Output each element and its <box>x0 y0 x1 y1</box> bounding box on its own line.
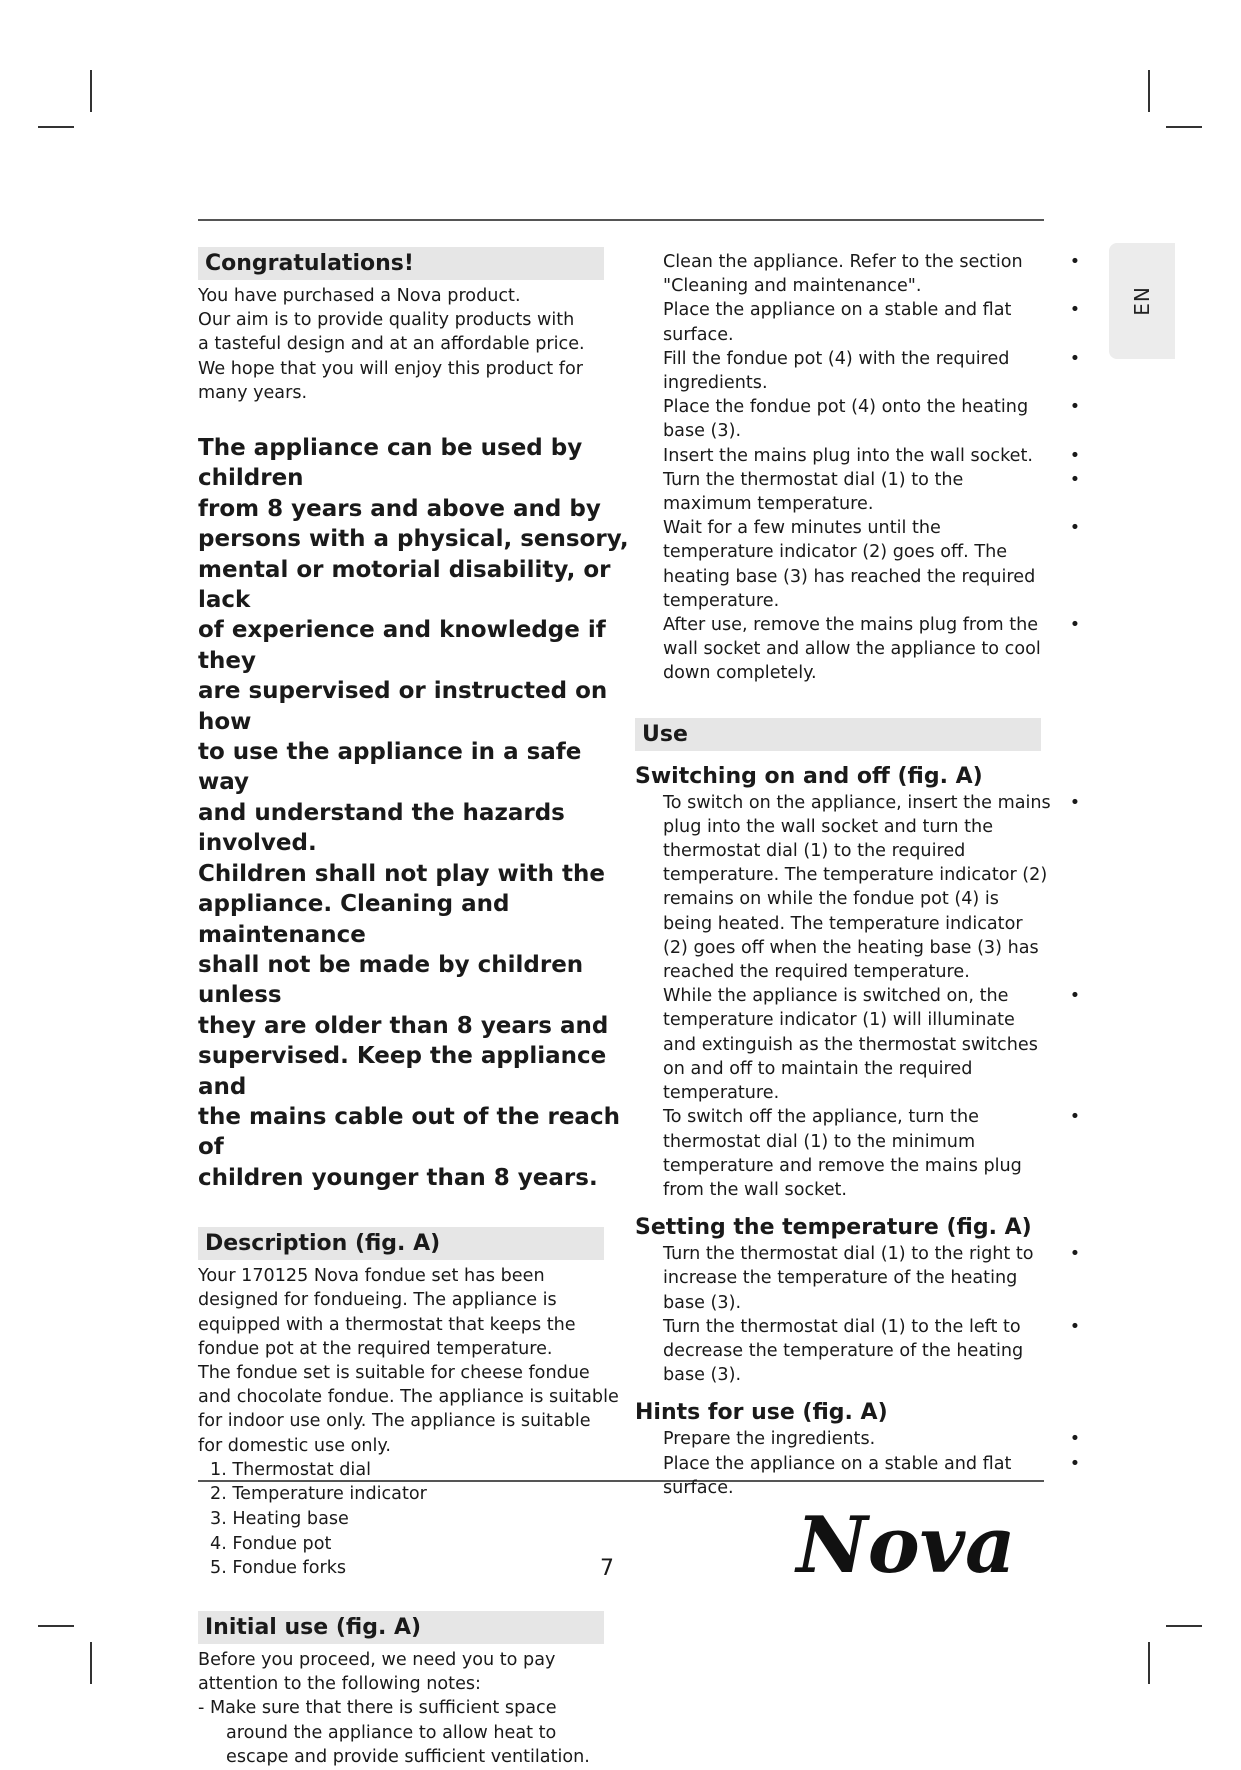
crop-mark <box>90 1642 92 1684</box>
text-line: You have purchased a Nova product. <box>198 286 521 306</box>
bullet-item <box>635 298 1087 346</box>
text-line: We hope that you will enjoy this product for <box>198 358 583 379</box>
warning-line: from 8 years and above and by <box>198 495 601 522</box>
bullet-text: Turn the thermostat dial (1) to the left to decrease the temperature of the heating base (3). <box>663 1316 1024 1386</box>
warning-line: The appliance can be used by children <box>198 435 583 492</box>
crop-mark <box>1166 126 1202 128</box>
bullet-icon: • <box>1069 986 1081 1007</box>
crop-mark <box>1166 1625 1202 1627</box>
use-heading: Use <box>635 718 1041 751</box>
switching-heading: Switching on and off (fig. A) <box>635 763 983 789</box>
warning-line: shall not be made by children unless <box>198 951 584 1009</box>
bullet-icon: • <box>1069 1429 1081 1450</box>
warning-line: and understand the hazards involved. <box>198 799 565 857</box>
nova-logo <box>766 1510 1046 1582</box>
bullet-item <box>635 613 1087 686</box>
bullet-item <box>635 984 1087 1105</box>
dash-list-item: - Make sure that there is sufficient space around the appliance to allow heat to escape and provide sufficient ventilation. <box>198 1698 590 1768</box>
crop-mark <box>38 1625 74 1627</box>
text-line: designed for fondueing. The appliance is <box>198 1290 557 1311</box>
congratulations-heading: Congratulations! <box>198 247 604 280</box>
text-line: for indoor use only. The appliance is suitable <box>198 1411 591 1432</box>
bullet-icon: • <box>1069 397 1081 418</box>
warning-line: of experience and knowledge if they <box>198 617 606 674</box>
text-line: Our aim is to provide quality products with <box>198 310 575 331</box>
congratulations-text <box>198 284 630 405</box>
bullet-text: Place the fondue pot (4) onto the heating base (3). <box>663 397 1029 442</box>
bullet-text: Wait for a few minutes until the temperature indicator (2) goes off. The heating base (3) has reached the required temperature. <box>663 518 1036 611</box>
text-line: equipped with a thermostat that keeps the <box>198 1314 576 1335</box>
warning-line: supervised. Keep the appliance and <box>198 1043 607 1100</box>
bullet-icon: • <box>1069 1316 1081 1337</box>
text-line: fondue pot at the required temperature. <box>198 1338 553 1359</box>
parts-list <box>198 1458 630 1581</box>
bullet-icon: • <box>1069 1453 1081 1474</box>
bullet-item <box>635 468 1087 516</box>
setting-temperature-heading: Setting the temperature (fig. A) <box>635 1215 1032 1241</box>
top-rule <box>198 219 1044 221</box>
bullet-icon: • <box>1069 518 1081 539</box>
hints-heading: Hints for use (fig. A) <box>635 1400 888 1426</box>
warning-line: mental or motorial disability, or lack <box>198 556 611 614</box>
warning-line: persons with a physical, sensory, <box>198 526 629 553</box>
bullet-text: Prepare the ingredients. <box>663 1429 876 1450</box>
bullet-text: Insert the mains plug into the wall socket. <box>663 445 1033 466</box>
crop-mark <box>1148 70 1150 112</box>
bullet-item <box>635 1105 1087 1202</box>
bullet-text: Place the appliance on a stable and flat surface. <box>663 300 1012 345</box>
bullet-item <box>635 1427 1087 1451</box>
page-number: 7 <box>600 1556 614 1581</box>
bullet-text: To switch on the appliance, insert the mains plug into the wall socket and turn the thermostat dial (1) to the required temperature. The temperature indicator (2) remains on while the fondue pot (4) is being heated. The temperature indicator (2) goes off when the heating base (3) has reached the required temperature. <box>663 792 1051 983</box>
parts-list-item: 2. Temperature indicator <box>210 1484 427 1505</box>
description-heading: Description (fig. A) <box>198 1227 604 1260</box>
warning-line: Children shall not play with the <box>198 860 605 887</box>
crop-mark <box>90 70 92 112</box>
text-line: Before you proceed, we need you to pay <box>198 1649 556 1670</box>
bullet-text: While the appliance is switched on, the temperature indicator (1) will illuminate and extinguish as the thermostat switches on and off to maintain the required temperature. <box>663 986 1038 1104</box>
bullet-text: Place the appliance on a stable and flat surface. <box>663 1453 1012 1498</box>
bullet-item <box>635 347 1087 395</box>
logo-text: Nova <box>796 1510 1016 1582</box>
safety-warning <box>198 433 630 1193</box>
parts-list-item: 1. Thermostat dial <box>210 1459 371 1480</box>
bullet-icon: • <box>1069 615 1081 636</box>
initial-use-text <box>198 1648 598 1770</box>
bullet-item <box>635 516 1087 613</box>
bullet-icon: • <box>1069 1244 1081 1265</box>
warning-line: appliance. Cleaning and maintenance <box>198 891 510 948</box>
bullet-text: Turn the thermostat dial (1) to the right to increase the temperature of the heating base (3). <box>663 1244 1034 1313</box>
initial-use-heading: Initial use (fig. A) <box>198 1611 604 1644</box>
bullet-text: To switch off the appliance, turn the thermostat dial (1) to the minimum temperature and remove the mains plug from the wall socket. <box>663 1107 1022 1200</box>
warning-line: the mains cable out of the reach of <box>198 1103 620 1161</box>
bullet-text: Turn the thermostat dial (1) to the maximum temperature. <box>663 469 964 515</box>
right-column <box>635 250 1087 1500</box>
warning-line: children younger than 8 years. <box>198 1164 598 1191</box>
bullet-icon: • <box>1069 445 1081 466</box>
text-line: The fondue set is suitable for cheese fondue <box>198 1362 590 1383</box>
text-line: many years. <box>198 382 308 403</box>
text-line: Your 170125 Nova fondue set has been <box>198 1266 545 1287</box>
bullet-item <box>635 395 1087 443</box>
bullet-item <box>635 791 1087 985</box>
bullet-item <box>635 444 1087 468</box>
warning-line: to use the appliance in a safe way <box>198 739 582 796</box>
preparation-steps <box>635 250 1087 686</box>
crop-mark <box>38 126 74 128</box>
bullet-icon: • <box>1069 792 1081 813</box>
bullet-icon: • <box>1069 469 1081 490</box>
bullet-item <box>635 250 1087 298</box>
left-column <box>198 247 630 1770</box>
bullet-item <box>635 1452 1087 1500</box>
crop-mark <box>1148 1642 1150 1684</box>
bullet-text: Clean the appliance. Refer to the section "Cleaning and maintenance". <box>663 252 1023 297</box>
language-tab-label: EN <box>1130 286 1154 316</box>
bullet-text: Fill the fondue pot (4) with the required ingredients. <box>663 348 1010 394</box>
parts-list-item: 3. Heating base <box>210 1508 349 1529</box>
description-text <box>198 1264 630 1458</box>
bullet-text: After use, remove the mains plug from the wall socket and allow the appliance to cool down completely. <box>663 615 1041 684</box>
text-line: attention to the following notes: <box>198 1673 481 1694</box>
bullet-icon: • <box>1069 252 1081 272</box>
text-line: and chocolate fondue. The appliance is suitable <box>198 1387 619 1408</box>
warning-line: they are older than 8 years and <box>198 1012 609 1039</box>
warning-line: are supervised or instructed on how <box>198 678 608 735</box>
bullet-icon: • <box>1069 300 1081 321</box>
bullet-item <box>635 1242 1087 1315</box>
bullet-icon: • <box>1069 1107 1081 1128</box>
parts-list-item: 4. Fondue pot <box>210 1533 332 1554</box>
text-line: for domestic use only. <box>198 1435 391 1456</box>
language-tab <box>1109 243 1175 359</box>
parts-list-item: 5. Fondue forks <box>210 1558 347 1579</box>
text-line: a tasteful design and at an affordable price. <box>198 334 585 355</box>
bullet-item <box>635 1315 1087 1388</box>
bullet-icon: • <box>1069 348 1081 369</box>
